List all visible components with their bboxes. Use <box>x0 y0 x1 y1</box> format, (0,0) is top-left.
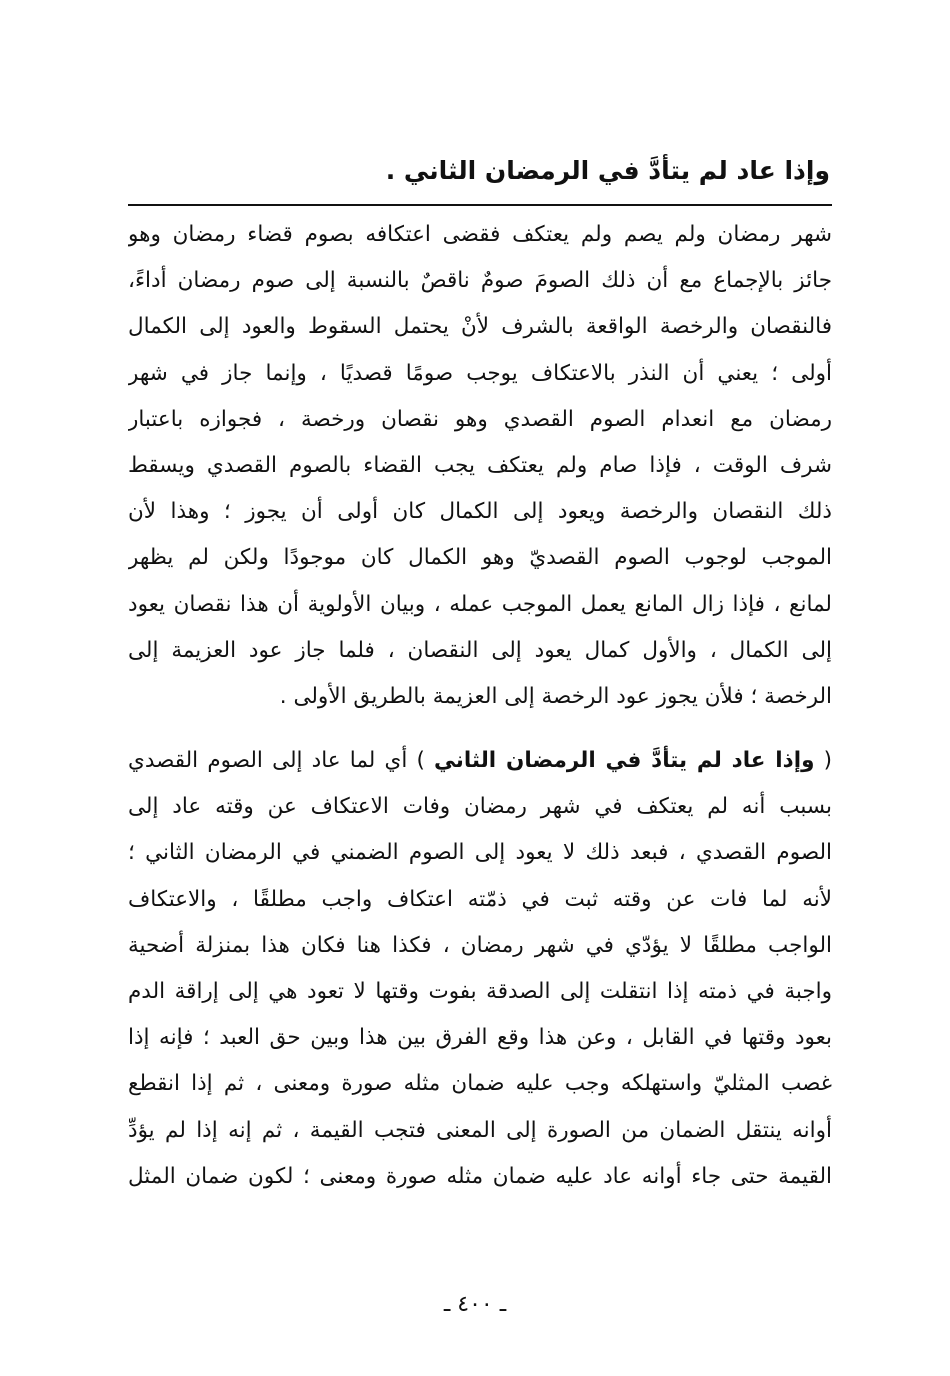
matn-heading: وإذا عاد لم يتأدَّ في الرمضان الثاني . <box>385 156 830 185</box>
text-line: الرخصة ؛ فلأن يجوز عود الرخصة إلى العزيمة بالطريق الأولى . <box>279 683 832 709</box>
text-line: رمضان مع انعدام الصوم القصدي وهو نقصان ورخصة ، فجوازه باعتبار <box>128 406 832 432</box>
commentary-paragraph-1 <box>128 212 832 720</box>
text-line: شرف الوقت ، فإذا صام ولم يعتكف يجب القضاء بالصوم القصدي ويسقط <box>128 452 832 478</box>
text-line: القيمة حتى جاء أوانه عاد عليه ضمان مثله صورة ومعنى ؛ لكون ضمان المثل <box>128 1163 832 1189</box>
text-line: لمانع ، فإذا زال المانع يعمل الموجب عمله ، وبيان الأولوية أن هذا نقصان يعود <box>128 591 832 617</box>
text-line: الصوم القصدي ، فبعد ذلك لا يعود إلى الصوم الضمني في الرمضان الثاني ؛ <box>128 840 832 866</box>
separator-rule <box>128 204 832 206</box>
text-line: الموجب لوجوب الصوم القصديّ وهو الكمال كان موجودًا ولكن لم يظهر <box>128 545 832 571</box>
quoted-matn: وإذا عاد لم يتأدَّ في الرمضان الثاني <box>434 748 815 773</box>
text-line: شهر رمضان ولم يصم ولم يعتكف فقضى اعتكافه بصوم قضاء رمضان وهو <box>128 222 832 247</box>
text-line: فالنقصان والرخصة الواقعة بالشرف لأنْ يحتمل السقوط والعود إلى الكمال <box>128 314 832 340</box>
text-line: واجبة في ذمته إذا انتقلت إلى الصدقة بفوت وقتها لا تعود هي إلى إراقة الدم <box>128 978 832 1004</box>
text-line: جائز بالإجماع مع أن ذلك الصومَ صومٌ ناقصٌ بالنسبة إلى صوم رمضان أداءً، <box>128 268 832 294</box>
text-line: إلى الكمال ، والأول كمال يعود إلى النقصان ، فلما جاز عود العزيمة إلى <box>128 637 832 663</box>
text-line: غصب المثليّ واستهلكه وجب عليه ضمان مثله صورة ومعنى ، ثم إذا انقطع <box>128 1071 832 1097</box>
text-line: أولى ؛ يعني أن النذر بالاعتكاف يوجب صومًا قصديًا ، وإنما جاز في شهر <box>128 360 832 386</box>
text-line: بسبب أنه لم يعتكف في شهر رمضان وفات الاعتكاف عن وقته عاد إلى <box>128 794 832 820</box>
page-number: ـ ٤٠٠ ـ <box>443 1292 507 1317</box>
text-line: بعود وقتها في القابل ، وعن هذا وقع الفرق بين هذا وبين حق العبد ؛ فإنه إذا <box>128 1025 832 1051</box>
text-line-lead <box>128 738 832 784</box>
lead-close-paren: ) <box>407 748 435 773</box>
commentary-paragraph-2 <box>128 738 832 1200</box>
lead-rest: أي لما عاد إلى الصوم القصدي <box>128 748 408 773</box>
text-line: لأنه لما فات عن وقته ثبت في ذمّته اعتكاف واجب مطلقًا ، والاعتكاف <box>128 886 832 912</box>
lead-open-paren: ( <box>814 748 832 773</box>
text-line: أوانه ينتقل الضمان من الصورة إلى المعنى فتجب القيمة ، ثم إنه إذا لم يؤدِّ <box>128 1117 832 1143</box>
text-line: الواجب مطلقًا لا يؤدّي في شهر رمضان ، فكذا هنا فكان هذا بمنزلة أضحية <box>128 932 832 958</box>
text-line: ذلك النقصان والرخصة ويعود إلى الكمال كان أولى أن يجوز ؛ وهذا لأن <box>128 499 832 525</box>
